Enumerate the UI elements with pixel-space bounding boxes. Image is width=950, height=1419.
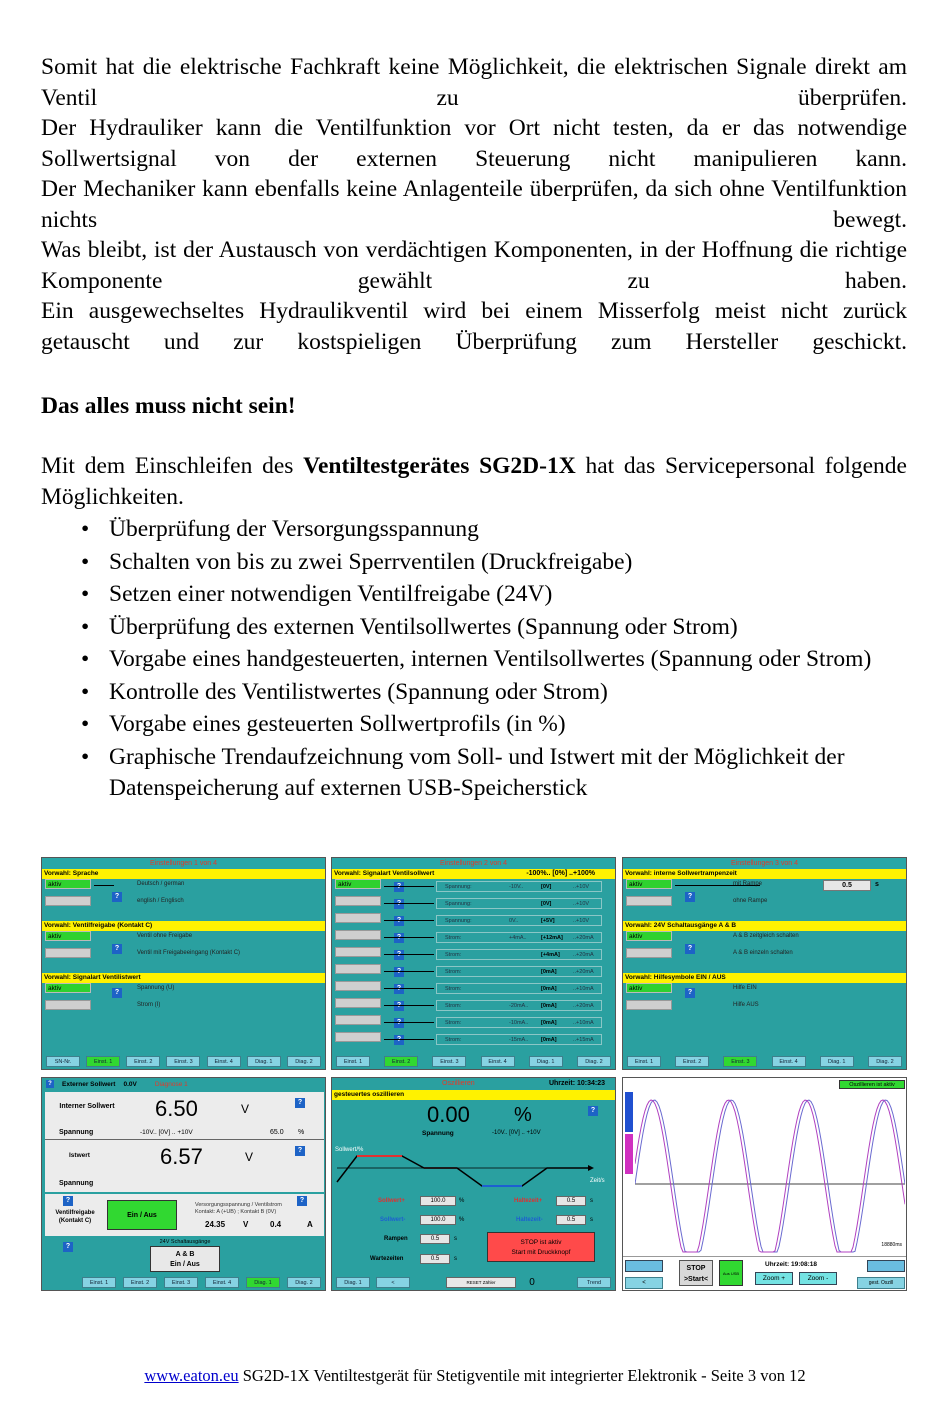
help-icon[interactable]: ? — [112, 944, 122, 954]
bullet-icon: • — [81, 516, 90, 542]
screen-settings-1 — [41, 857, 326, 1070]
inactive-button[interactable] — [626, 948, 672, 958]
ramp-time-input[interactable]: 0.5 — [823, 880, 871, 891]
range-label: -100%.. [0%] ..+100% — [526, 870, 595, 877]
stop-line-1: STOP ist aktiv — [520, 1239, 562, 1246]
setpoint-row — [332, 913, 615, 930]
range-default: [0mA] — [541, 1037, 557, 1043]
screen-title: Diagnose 1 — [154, 1080, 188, 1088]
spannung-label: Spannung — [59, 1129, 94, 1136]
range-default: [0mA] — [541, 969, 557, 975]
range-default: [0mA] — [541, 986, 557, 992]
stop-label: STOP — [686, 1265, 706, 1272]
range-default: [0mA] — [541, 1020, 557, 1026]
active-button[interactable]: aktiv — [45, 931, 91, 941]
ext-label: Externer Sollwert — [62, 1080, 116, 1088]
tab-einst-3[interactable]: Einst. 3 — [723, 1056, 757, 1067]
setpoint-row — [332, 879, 615, 896]
range-min: -15mA.. — [509, 1037, 529, 1043]
tab-einst-2[interactable]: Einst. 2 — [675, 1056, 709, 1067]
counter-value: 0 — [529, 1277, 535, 1288]
tab-diag-1[interactable]: Diag. 1 — [246, 1277, 280, 1288]
time-window: 18880ms — [881, 1242, 902, 1248]
option-label: Strom (I) — [137, 1002, 161, 1008]
range-max: ..+20mA — [573, 952, 594, 958]
bullet-icon: • — [81, 711, 90, 737]
active-button[interactable]: aktiv — [45, 879, 91, 889]
active-button[interactable]: aktiv — [626, 983, 672, 993]
percent-value: 65.0 — [270, 1129, 284, 1136]
setpoint-row — [332, 964, 615, 981]
tab-einst-1[interactable]: Einst. 1 — [82, 1277, 116, 1288]
help-icon[interactable]: ? — [685, 892, 695, 902]
tab-einst-1[interactable]: Einst. 1 — [627, 1056, 661, 1067]
setpoint-row — [332, 947, 615, 964]
intro-block — [41, 451, 907, 806]
setpoint-option[interactable] — [436, 1000, 602, 1011]
tab-diag-1[interactable]: Diag. 1 — [529, 1056, 563, 1067]
option-label: Ventil ohne Freigabe — [137, 933, 193, 939]
active-button[interactable]: aktiv — [626, 879, 672, 889]
screen-settings-3 — [622, 857, 907, 1070]
section-ramp: Vorwahl: interne Sollwertrampenzeit — [623, 869, 906, 879]
option-label: Spannung (U) — [137, 985, 175, 991]
help-icon[interactable] — [394, 899, 404, 909]
list-item — [41, 547, 907, 579]
haltezeit-minus-input[interactable]: 0.5 — [556, 1215, 586, 1225]
setpoint-option[interactable] — [436, 1017, 602, 1028]
paragraph-5: Ein ausgewechseltes Hydraulikventil wird bei einem Misserfolg meist nicht zurück getauscht und zur kostspieligen Überprüfung zum Hersteller geschickt. — [41, 298, 907, 355]
range-max: ..+20mA — [573, 935, 594, 941]
help-icon[interactable]: ? — [685, 988, 695, 998]
paragraph-1: Somit hat die elektrische Fachkraft keine Möglichkeit, die elektrischen Signale direkt am Ventil zu überprüfen. — [41, 54, 907, 111]
scroll-left-button[interactable] — [625, 1260, 663, 1272]
actual-trace — [635, 1100, 905, 1252]
tab-trend[interactable]: Trend — [577, 1277, 611, 1288]
clock: Uhrzeit: 10:34:23 — [548, 1080, 605, 1087]
option-label: A & B zeitgleich schalten — [733, 933, 799, 939]
list-item — [41, 677, 907, 709]
option-label: Ventil mit Freigabeeingang (Kontakt C) — [137, 950, 241, 956]
tab-diag-1[interactable]: Diag. 1 — [336, 1277, 370, 1288]
outputs-panel — [45, 1238, 324, 1274]
voltage-unit: V — [243, 1220, 249, 1229]
rampen-input[interactable]: 0.5 — [420, 1234, 450, 1244]
paragraph-2: Der Hydrauliker kann die Ventilfunktion vor Ort nicht testen, da er das notwendige Sollwertsignal von der externen Steuerung nicht manipulieren kann. — [41, 115, 907, 172]
spannung-label-2: Spannung — [59, 1180, 94, 1187]
range-min: +4mA.. — [509, 935, 527, 941]
sollwert-plus-label: Sollwert+ — [378, 1198, 405, 1204]
feature-list — [41, 514, 907, 805]
screen-title: Einstellungen 3 von 4 — [623, 858, 906, 869]
axis-y-label: Sollwert/% — [335, 1147, 364, 1153]
screen-diagnosis-1 — [41, 1077, 326, 1291]
percent-unit: % — [298, 1129, 305, 1136]
active-button[interactable]: aktiv — [335, 879, 381, 889]
tab-back[interactable]: < — [376, 1277, 410, 1288]
help-icon[interactable] — [394, 1035, 404, 1045]
outputs-toggle-button[interactable] — [150, 1246, 220, 1272]
inactive-button[interactable] — [335, 1015, 381, 1025]
range-default: [+12mA] — [541, 935, 563, 941]
tab-diag-1[interactable]: Diag. 1 — [820, 1056, 854, 1067]
list-item — [41, 709, 907, 741]
intro-paragraph — [41, 451, 907, 512]
help-icon[interactable]: ? — [112, 892, 122, 902]
tab-einst-3[interactable]: Einst. 3 — [432, 1056, 466, 1067]
list-item-text: Vorgabe eines handgesteuerten, internen Ventilsollwertes (Spannung oder Strom) — [109, 646, 872, 672]
option-label: Deutsch / german — [137, 881, 185, 887]
range-max: ..+10mA — [573, 1020, 594, 1026]
inactive-button[interactable] — [45, 896, 91, 906]
inactive-button[interactable] — [45, 1000, 91, 1010]
contact-label: Kontakt: A (+UB) ; Kontakt B (0V) — [195, 1209, 277, 1215]
range-label: -10V.. [0V] .. +10V — [492, 1130, 541, 1136]
heading: Das alles muss nicht sein! — [41, 393, 296, 419]
diag-header — [42, 1078, 325, 1090]
signal-type: Strom: — [445, 1003, 462, 1009]
section-release: Vorwahl: Ventilfreigabe (Kontakt C) — [42, 921, 325, 931]
tab-einst-4[interactable]: Einst. 4 — [481, 1056, 515, 1067]
sollwert-minus-input[interactable]: 100.0 — [420, 1215, 456, 1225]
inactive-button[interactable] — [45, 948, 91, 958]
axis-x-label: Zeit/s — [590, 1178, 605, 1184]
current-unit: A — [307, 1220, 313, 1229]
tab-bar — [332, 1275, 615, 1290]
list-item-text: Kontrolle des Ventilistwertes (Spannung oder Strom) — [109, 678, 608, 705]
list-item-text: Überprüfung des externen Ventilsollwertes (Spannung oder Strom) — [109, 613, 738, 640]
inactive-button[interactable] — [626, 896, 672, 906]
osc-header — [332, 1078, 615, 1090]
osc-value: 0.00 — [427, 1102, 470, 1127]
help-icon[interactable] — [394, 933, 404, 943]
section-help: Vorwahl: Hilfesymbole EIN / AUS — [623, 973, 906, 983]
section-outputs: Vorwahl: 24V Schaltausgänge A & B — [623, 921, 906, 931]
range-max: ..+10V — [573, 918, 590, 924]
sollwert-minus-label: Sollwert- — [380, 1217, 406, 1223]
osc-params — [332, 1196, 616, 1276]
range-max: ..+15mA — [573, 1037, 594, 1043]
screen-title: Oszillieren — [442, 1080, 475, 1087]
haltezeit-plus-label: Haltezeit+ — [514, 1198, 543, 1204]
footer-text: SG2D-1X Ventiltestgerät für Stetigventile mit integrierter Elektronik - Seite 3 von 12 — [238, 1366, 806, 1385]
help-icon[interactable]: ? — [295, 1098, 305, 1108]
page-footer — [0, 1366, 950, 1386]
inactive-button[interactable] — [335, 930, 381, 940]
outputs-einaus: Ein / Aus — [170, 1261, 200, 1268]
list-item — [41, 612, 907, 644]
section-signal: Vorwahl: Signalart Ventilistwert — [42, 973, 325, 983]
tab-einst-4[interactable]: Einst. 4 — [772, 1056, 806, 1067]
tab-einst-2[interactable]: Einst. 2 — [384, 1056, 418, 1067]
body-text — [41, 52, 907, 357]
setpoint-row — [332, 896, 615, 913]
screen-title: Einstellungen 2 von 4 — [332, 858, 615, 869]
option-label: english / Englisch — [137, 898, 184, 904]
haltezeit-plus-input[interactable]: 0.5 — [556, 1196, 586, 1206]
warte-label: Wartezeiten — [370, 1256, 404, 1262]
setpoint-option[interactable] — [436, 881, 602, 892]
help-icon[interactable]: ? — [297, 1196, 307, 1206]
signal-type: Spannung: — [445, 918, 472, 924]
back-button[interactable]: < — [625, 1277, 663, 1289]
website-link[interactable]: www.eaton.eu — [144, 1366, 239, 1385]
range-default: [+4mA] — [541, 952, 560, 958]
option-label: mit Rampe — [733, 881, 763, 887]
int-label: Interner Sollwert — [59, 1103, 115, 1110]
paragraph-3: Der Mechaniker kann ebenfalls keine Anlagenteile überprüfen, da sich ohne Ventilfunktion nichts bewegt. — [41, 176, 907, 233]
ist-value: 6.57 — [160, 1144, 203, 1169]
osc-unit: % — [514, 1104, 532, 1126]
range-max: ..+10V — [573, 901, 590, 907]
setpoint-row — [332, 981, 615, 998]
signal-type: Spannung: — [445, 884, 472, 890]
zoom-out-button[interactable]: Zoom - — [799, 1272, 837, 1285]
screen-oscillation — [331, 1077, 616, 1291]
signal-type: Strom: — [445, 1020, 462, 1026]
inactive-button[interactable] — [335, 947, 381, 957]
osc-subtitle: gesteuertes oszillieren — [332, 1090, 615, 1100]
signal-type: Strom: — [445, 986, 462, 992]
signal-type: Spannung: — [445, 901, 472, 907]
bullet-icon: • — [81, 581, 90, 607]
option-label: Hilfe EIN — [733, 985, 757, 991]
list-item-text: Schalten von bis zu zwei Sperrventilen (Druckfreigabe) — [109, 548, 633, 575]
tab-sn[interactable]: SN-Nr. — [46, 1056, 80, 1067]
tab-einst-2[interactable]: Einst. 2 — [123, 1277, 157, 1288]
warte-unit: s — [454, 1256, 457, 1262]
bullet-icon: • — [81, 678, 90, 705]
zoom-in-button[interactable]: Zoom + — [755, 1272, 793, 1285]
inactive-button[interactable] — [626, 1000, 672, 1010]
osc-value-panel — [332, 1100, 615, 1142]
current-value: 0.4 — [270, 1220, 282, 1229]
sollwert-plus-input[interactable]: 100.0 — [420, 1196, 456, 1206]
release-toggle-button[interactable]: Ein / Aus — [107, 1200, 177, 1230]
tab-bar — [623, 1054, 906, 1069]
clock: Uhrzeit: 19:08:18 — [765, 1261, 818, 1268]
help-icon[interactable]: ? — [46, 1080, 54, 1088]
signal-type: Strom: — [445, 1037, 462, 1043]
range-label: -10V.. [0V] .. +10V — [140, 1129, 193, 1136]
setpoint-row — [332, 1015, 615, 1032]
help-icon[interactable] — [394, 916, 404, 926]
scroll-right-button[interactable] — [867, 1260, 905, 1272]
tab-einst-4[interactable]: Einst. 4 — [207, 1056, 241, 1067]
int-unit: V — [241, 1102, 250, 1116]
help-icon[interactable]: ? — [685, 944, 695, 954]
int-value: 6.50 — [155, 1096, 198, 1121]
tab-bar — [42, 1054, 325, 1069]
tab-diag-1[interactable]: Diag. 1 — [247, 1056, 281, 1067]
ramp-unit: s — [875, 881, 879, 888]
help-icon[interactable]: ? — [63, 1242, 73, 1252]
help-icon[interactable] — [394, 950, 404, 960]
outputs-ab: A & B — [175, 1251, 195, 1258]
list-item — [41, 742, 907, 805]
oscillation-active-badge: Oszillieren ist aktiv — [839, 1080, 905, 1089]
help-icon[interactable] — [394, 984, 404, 994]
tab-einst-1[interactable]: Einst. 1 — [86, 1056, 120, 1067]
tab-einst-3[interactable]: Einst. 3 — [166, 1056, 200, 1067]
sollwert-plus-unit: % — [459, 1198, 465, 1204]
tab-einst-3[interactable]: Einst. 3 — [164, 1277, 198, 1288]
bullet-icon: • — [81, 548, 90, 575]
setpoint-option[interactable] — [436, 932, 602, 943]
setpoint-row — [332, 998, 615, 1015]
range-default: [0V] — [541, 901, 552, 907]
setpoint-option[interactable] — [436, 949, 602, 960]
trend-controls — [623, 1256, 907, 1291]
screen-trend — [622, 1077, 907, 1291]
tab-diag-2[interactable]: Diag. 2 — [577, 1056, 611, 1067]
signal-type: Strom: — [445, 935, 462, 941]
section-label: Vorwahl: Signalart Ventilsollwert — [334, 870, 435, 877]
range-max: ..+10V — [573, 884, 590, 890]
help-icon[interactable]: ? — [588, 1106, 598, 1116]
active-button[interactable]: aktiv — [45, 983, 91, 993]
setpoint-option[interactable] — [436, 898, 602, 909]
setpoint-option[interactable] — [436, 915, 602, 926]
inactive-button[interactable] — [335, 964, 381, 974]
setpoint-row — [332, 930, 615, 947]
range-min: -20mA.. — [509, 1003, 529, 1009]
tab-diag-2[interactable]: Diag. 2 — [868, 1056, 902, 1067]
setpoint-option[interactable] — [436, 1034, 602, 1045]
option-label: A & B einzeln schalten — [733, 950, 793, 956]
sollwert-minus-unit: % — [459, 1217, 465, 1223]
haltezeit-minus-unit: s — [590, 1217, 593, 1223]
stop-start-button[interactable] — [679, 1260, 713, 1286]
list-item — [41, 579, 907, 611]
rampen-label: Rampen — [384, 1236, 408, 1242]
list-item-text: Überprüfung der Versorgungsspannung — [109, 516, 479, 542]
ext-value: 0.0V — [123, 1080, 137, 1088]
inactive-button[interactable] — [335, 998, 381, 1008]
usb-save-button[interactable]: Aus USB — [719, 1260, 743, 1286]
tab-diag-2[interactable]: Diag. 2 — [287, 1056, 321, 1067]
list-item — [41, 514, 907, 546]
screen-settings-2 — [331, 857, 616, 1070]
outputs-label: 24V Schaltausgänge — [159, 1239, 211, 1245]
inactive-button[interactable] — [335, 981, 381, 991]
range-min: -10mA.. — [509, 1020, 529, 1026]
range-max: ..+20mA — [573, 969, 594, 975]
inactive-button[interactable] — [335, 1032, 381, 1042]
inactive-button[interactable] — [335, 896, 381, 906]
intro-after: hat das Servicepersonal folgende Möglichkeiten. — [41, 453, 907, 510]
bullet-icon: • — [81, 743, 90, 770]
help-icon[interactable] — [394, 1018, 404, 1028]
list-item-text: Graphische Trendaufzeichnung vom Soll- und Istwert mit der Möglichkeit der Datenspeicherung auf externen USB-Speicherstick — [109, 743, 845, 801]
tab-diag-2[interactable]: Diag. 2 — [287, 1277, 321, 1288]
bullet-icon: • — [81, 613, 90, 640]
stop-start-button[interactable] — [487, 1232, 595, 1262]
range-default: [0V] — [541, 884, 552, 890]
screen-title: Einstellungen 1 von 4 — [42, 858, 325, 869]
range-min: 0V.. — [509, 918, 519, 924]
help-icon[interactable] — [394, 882, 404, 892]
help-icon[interactable] — [394, 967, 404, 977]
tab-einst-4[interactable]: Einst. 4 — [205, 1277, 239, 1288]
range-default: [+5V] — [541, 918, 555, 924]
help-icon[interactable]: ? — [112, 988, 122, 998]
haltezeit-minus-label: Haltezeit- — [516, 1217, 543, 1223]
section-setpoint — [332, 869, 615, 879]
range-max: ..+20mA — [573, 1003, 594, 1009]
voltage-value: 24.35 — [205, 1220, 226, 1229]
supply-label: Versorgungsspannung / Ventilstrom — [195, 1202, 282, 1208]
intro-product: Ventiltestgerätes SG2D-1X — [303, 453, 576, 479]
start-label: >Start< — [683, 1276, 709, 1283]
bullet-icon: • — [81, 646, 90, 672]
stop-line-2: Start mit Druckknopf — [511, 1249, 571, 1256]
haltezeit-plus-unit: s — [590, 1198, 593, 1204]
setpoint-option[interactable] — [436, 966, 602, 977]
trend-chart — [635, 1088, 905, 1254]
active-button[interactable]: aktiv — [626, 931, 672, 941]
help-icon[interactable] — [394, 1001, 404, 1011]
ist-unit: V — [245, 1150, 254, 1164]
supply-panel — [45, 1194, 324, 1236]
setpoint-rows — [332, 879, 615, 1049]
intro-before: Mit dem Einschleifen des — [41, 453, 304, 479]
help-icon[interactable]: ? — [63, 1196, 73, 1206]
signal-type: Strom: — [445, 952, 462, 958]
paragraph-4: Was bleibt, ist der Austausch von verdächtigen Komponenten, in der Hoffnung die richtige Komponente gewählt zu haben. — [41, 237, 907, 294]
range-min: -10V.. — [509, 884, 524, 890]
option-label: ohne Rampe — [733, 898, 768, 904]
tab-bar — [42, 1275, 325, 1290]
option-label: Hilfe AUS — [733, 1002, 759, 1008]
inactive-button[interactable] — [335, 913, 381, 923]
list-item-text: Setzen einer notwendigen Ventilfreigabe (24V) — [109, 581, 553, 607]
setpoint-panel — [45, 1092, 324, 1192]
tab-einst-2[interactable]: Einst. 2 — [126, 1056, 160, 1067]
spannung-label: Spannung — [422, 1130, 454, 1137]
tab-einst-1[interactable]: Einst. 1 — [336, 1056, 370, 1067]
range-default: [0mA] — [541, 1003, 557, 1009]
warte-input[interactable]: 0.5 — [420, 1254, 450, 1264]
range-max: ..+10mA — [573, 986, 594, 992]
rampen-unit: s — [454, 1236, 457, 1242]
freigabe-label: Ventilfreigabe (Kontakt C) — [55, 1210, 95, 1224]
tab-bar — [332, 1054, 615, 1069]
setpoint-row — [332, 1032, 615, 1049]
list-item-text: Vorgabe eines gesteuerten Sollwertprofils (in %) — [109, 711, 566, 737]
section-language: Vorwahl: Sprache — [42, 869, 325, 879]
help-icon[interactable]: ? — [295, 1146, 305, 1156]
ist-label: Istwert — [69, 1152, 90, 1159]
list-item — [41, 644, 907, 676]
setpoint-option[interactable] — [436, 983, 602, 994]
oscillation-tab-button[interactable]: gest. Oszill — [857, 1277, 905, 1289]
signal-type: Strom: — [445, 969, 462, 975]
oscillation-profile-chart — [332, 1142, 616, 1194]
reset-counter-button[interactable]: RESET Zähler — [446, 1277, 516, 1288]
